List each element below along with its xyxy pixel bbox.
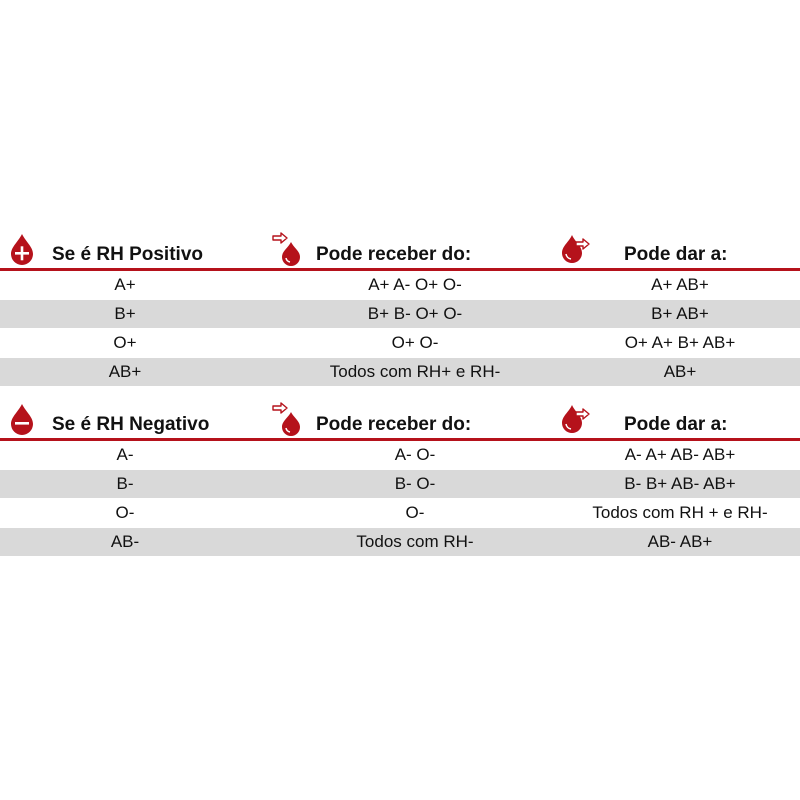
- blood-type-cell: B+: [114, 304, 136, 323]
- receive-from-cell: Todos com RH+ e RH-: [329, 362, 501, 381]
- give-to-cell: A+ AB+: [651, 275, 709, 294]
- blood-type-cell: A+: [114, 275, 136, 294]
- type-header-label: Se é RH Negativo: [52, 414, 210, 435]
- give-header-label: Pode dar a:: [624, 414, 728, 435]
- receive-from-cell: O-: [405, 503, 425, 522]
- receive-header-label: Pode receber do:: [316, 244, 472, 265]
- give-header-label: Pode dar a:: [624, 244, 728, 265]
- blood-type-cell: A-: [116, 445, 134, 464]
- give-header: [560, 402, 727, 438]
- give-to-cell: B- B+ AB- AB+: [624, 474, 736, 493]
- blood-drop-plus-icon: [8, 232, 38, 266]
- blood-type-cell: O-: [115, 503, 135, 522]
- give-header: [560, 232, 727, 268]
- blood-type-cell: AB+: [108, 362, 142, 381]
- receive-from-cell: O+ O-: [391, 333, 439, 352]
- receive-from-cell: A- O-: [394, 445, 436, 464]
- receive-header: [272, 402, 471, 438]
- rh-negative-table: [0, 402, 800, 557]
- receive-from-cell: B+ B- O+ O-: [367, 304, 463, 323]
- rh-positive-header: [0, 232, 800, 271]
- blood-drop-arrow-out-icon: [560, 232, 590, 266]
- receive-header: [272, 232, 471, 268]
- type-header: [8, 232, 203, 268]
- rh-negative-header: [0, 402, 800, 441]
- receive-header-label: Pode receber do:: [316, 414, 472, 435]
- table-row: [0, 499, 800, 528]
- rh-positive-table: [0, 232, 800, 387]
- blood-drop-arrow-in-icon: [272, 402, 302, 436]
- receive-from-cell: A+ A- O+ O-: [368, 275, 462, 294]
- give-to-cell: O+ A+ B+ AB+: [624, 333, 736, 352]
- table-row: [0, 528, 800, 557]
- give-to-cell: Todos com RH + e RH-: [592, 503, 768, 522]
- table-row: [0, 300, 800, 329]
- blood-drop-arrow-out-icon: [560, 402, 590, 436]
- table-row: [0, 271, 800, 300]
- give-to-cell: AB- AB+: [647, 532, 713, 551]
- blood-type-cell: B-: [116, 474, 134, 493]
- table-row: [0, 441, 800, 470]
- give-to-cell: AB+: [663, 362, 697, 381]
- table-row: [0, 358, 800, 387]
- type-header: [8, 402, 209, 438]
- blood-drop-arrow-in-icon: [272, 232, 302, 266]
- table-row: [0, 470, 800, 499]
- blood-type-cell: AB-: [110, 532, 140, 551]
- table-row: [0, 329, 800, 358]
- blood-drop-minus-icon: [8, 402, 38, 436]
- give-to-cell: B+ AB+: [651, 304, 709, 323]
- receive-from-cell: B- O-: [394, 474, 436, 493]
- type-header-label: Se é RH Positivo: [52, 244, 203, 265]
- give-to-cell: A- A+ AB- AB+: [624, 445, 736, 464]
- blood-type-cell: O+: [113, 333, 137, 352]
- receive-from-cell: Todos com RH-: [356, 532, 474, 551]
